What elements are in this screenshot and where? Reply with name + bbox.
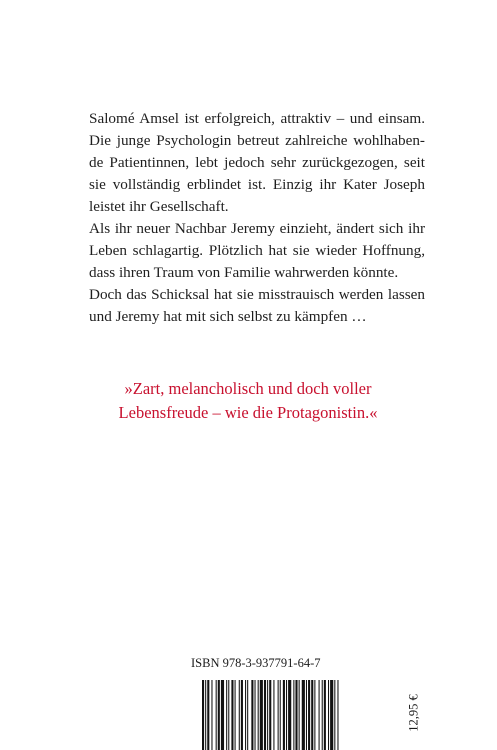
barcode-bar	[337, 680, 338, 750]
blurb-line: und Jeremy hat mit sich selbst zu kämpfen …	[89, 308, 367, 325]
barcode-bar	[295, 680, 297, 750]
barcode-bar	[311, 680, 313, 750]
blurb-line: Als ihr neuer Nachbar Jeremy einzieht, ändert sich ihr	[89, 220, 425, 237]
price-label	[406, 683, 422, 743]
barcode-bar	[330, 680, 333, 750]
barcode-bar	[202, 680, 204, 750]
blurb-line: Leben schlagartig. Plötzlich hat sie wieder Hoffnung,	[89, 242, 425, 259]
quote-line-1: »Zart, melancholisch und doch voller	[124, 379, 372, 398]
blurb-line: Doch das Schicksal hat sie misstrauisch werden lassen	[89, 286, 425, 303]
isbn-label: ISBN 978-3-937791-64-7	[191, 656, 321, 670]
barcode-bar	[273, 680, 274, 750]
barcode-bar	[239, 680, 240, 750]
review-quote	[60, 377, 436, 425]
barcode-bar	[247, 680, 248, 750]
barcode-bar	[264, 680, 266, 750]
barcode-bar	[288, 680, 291, 750]
barcode-bar	[283, 680, 285, 750]
blurb-line: de Patientinnen, lebt jedoch sehr zurückgezogen, seit	[89, 154, 425, 171]
blurb-line: sie vollständig erblindet ist. Einzig ihr Kater Joseph	[89, 176, 425, 193]
barcode-bar	[228, 680, 229, 750]
barcode-bar	[286, 680, 287, 750]
barcode-bar	[260, 680, 263, 750]
barcode-bar	[226, 680, 227, 750]
price-text: 12,95 €	[406, 694, 421, 732]
barcode-bar	[278, 680, 279, 750]
quote-line-2: Lebensfreude – wie die Protagonistin.«	[118, 403, 378, 422]
barcode-bar	[328, 680, 329, 750]
back-cover-blurb	[89, 108, 425, 328]
barcode-bar	[218, 680, 220, 750]
barcode-bar	[245, 680, 246, 750]
barcode-bar	[334, 680, 335, 750]
barcode-bar	[269, 680, 271, 750]
blurb-line: Die junge Psychologin betreut zahlreiche wohlhaben-	[89, 132, 425, 149]
blurb-line: Salomé Amsel ist erfolgreich, attraktiv – und einsam.	[89, 110, 425, 127]
barcode-bar	[314, 680, 315, 750]
barcode-bar	[302, 680, 305, 750]
barcode-bar	[267, 680, 268, 750]
barcode-bar	[258, 680, 259, 750]
barcode-bar	[216, 680, 217, 750]
barcode-bar	[251, 680, 253, 750]
barcode-bar	[308, 680, 310, 750]
barcode-bar	[211, 680, 212, 750]
barcode-bar	[241, 680, 243, 750]
barcode-bar	[324, 680, 326, 750]
barcode-bar	[280, 680, 281, 750]
barcode-bar	[205, 680, 206, 750]
blurb-line: dass ihren Traum von Familie wahrwerden könnte.	[89, 264, 399, 281]
barcode-bar	[231, 680, 233, 750]
barcode-bar	[299, 680, 300, 750]
barcode-bar	[319, 680, 320, 750]
barcode-bar	[207, 680, 209, 750]
barcode-bar	[235, 680, 236, 750]
barcode-bar	[306, 680, 307, 750]
barcode-bar	[255, 680, 256, 750]
blurb-line: leistet ihr Gesellschaft.	[89, 198, 229, 215]
barcode-bar	[322, 680, 323, 750]
barcode	[200, 680, 400, 750]
barcode-bar	[221, 680, 224, 750]
barcode-bar	[293, 680, 294, 750]
